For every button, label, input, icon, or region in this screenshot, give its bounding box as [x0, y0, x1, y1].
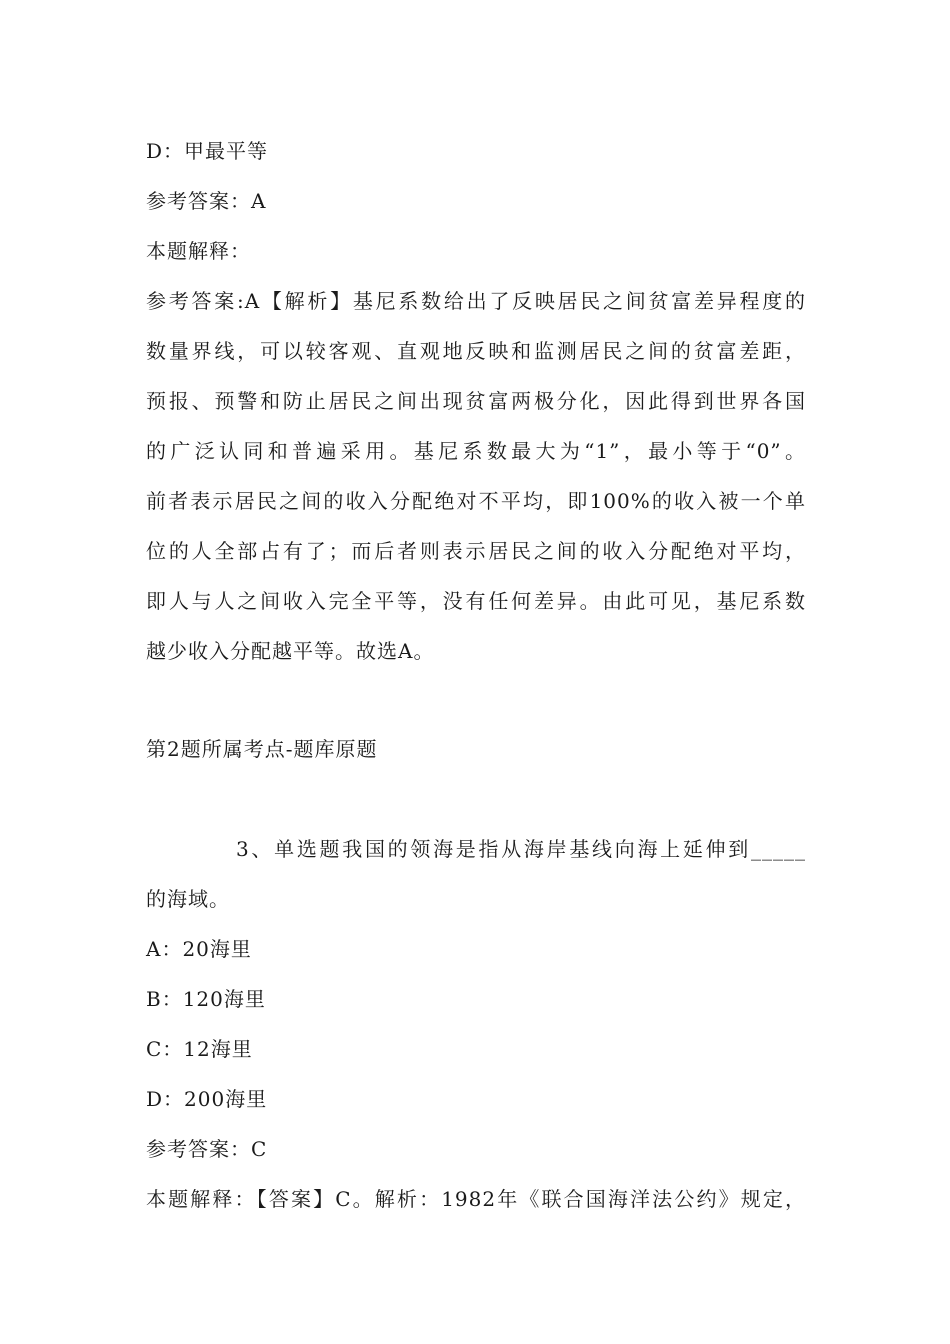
q2-option-d: D：甲最平等	[146, 139, 269, 163]
q3-option-b: B：120海里	[146, 987, 266, 1011]
q2-explanation-label: 本题解释：	[146, 239, 251, 263]
q3-stem-line: 的海域。	[146, 887, 230, 911]
q2-explanation-line: 预报、预警和防止居民之间出现贫富两极分化，因此得到世界各国	[146, 389, 806, 413]
q2-explanation-line: 数量界线，可以较客观、直观地反映和监测居民之间的贫富差距，	[146, 339, 806, 363]
q3-answer: 参考答案：C	[146, 1137, 268, 1161]
q2-explanation-line: 即人与人之间收入完全平等，没有任何差异。由此可见，基尼系数	[146, 589, 806, 613]
q2-explanation-line: 越少收入分配越平等。故选A。	[146, 639, 435, 663]
q2-explanation-line: 前者表示居民之间的收入分配绝对不平均，即100%的收入被一个单	[146, 489, 806, 513]
q2-explanation-line: 的广泛认同和普遍采用。基尼系数最大为“1”，最小等于“0”。	[146, 439, 806, 463]
q2-answer: 参考答案：A	[146, 189, 267, 213]
q3-option-c: C：12海里	[146, 1037, 253, 1061]
q2-knowledge-point: 第2题所属考点-题库原题	[146, 737, 378, 761]
q3-explanation: 本题解释：【答案】C。解析：1982年《联合国海洋法公约》规定，	[146, 1187, 806, 1211]
q3-option-d: D：200海里	[146, 1087, 268, 1111]
q3-stem-line: 3、单选题我国的领海是指从海岸基线向海上延伸到_____	[236, 837, 806, 861]
q2-explanation-line: 参考答案:A【解析】基尼系数给出了反映居民之间贫富差异程度的	[146, 289, 806, 313]
q2-explanation-line: 位的人全部占有了；而后者则表示居民之间的收入分配绝对平均，	[146, 539, 806, 563]
q3-option-a: A：20海里	[146, 937, 252, 961]
